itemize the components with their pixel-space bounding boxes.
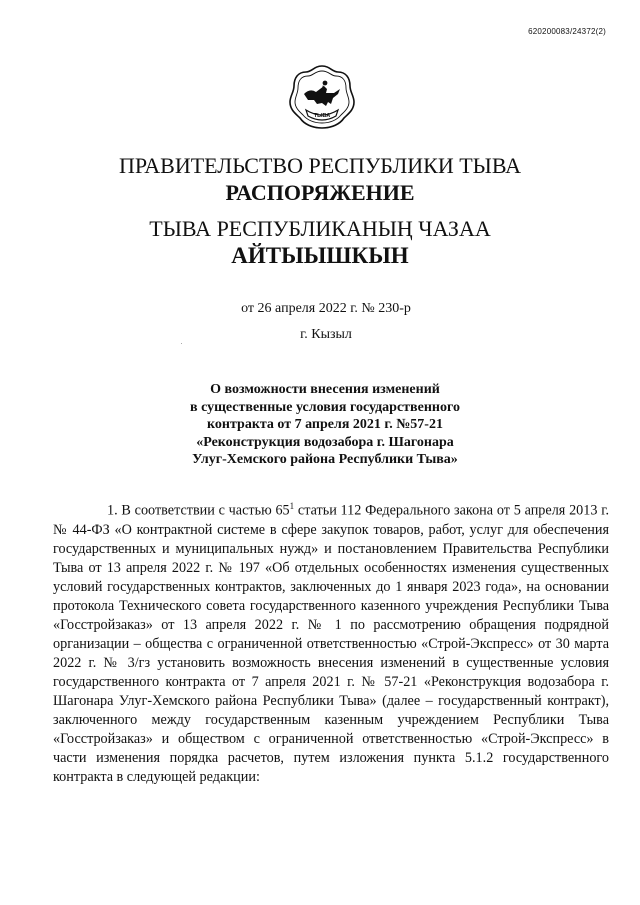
document-city: г. Кызыл [300,327,352,342]
subject-line: О возможности внесения изменений [210,382,440,397]
order-title-tyv: АЙТЫЫШКЫН [231,243,409,268]
paragraph-1-rest: статьи 112 Федерального закона от 5 апреля 2013 г. № 44-ФЗ «О контрактной системе в сфере закупок товаров, работ, услуг для обеспечения государственных и муниципальных нужд» и постановлением Правительства Республики Тыва от 13 апреля 2022 г. № 197 «Об отдельных особенностях изменения существенных условий государственных контрактов, заключенных до 1 января 2023 года», на основании протокола Технического совета государственного казенного учреждения Республики Тыва «Госстройзаказ» от 13 апреля 2022 г. № 1 по рассмотрению обращения подрядной организации – общества с ограниченной ответственностью «Строй-Экспресс» от 30 марта 2022 г. № 3/гз установить возможность внесения изменений в существенные условия государственного контракта от 7 апреля 2021 г. № 57-21 «Реконструкция водозабора г. Шагонара Улуг-Хемского района Республики Тыва» (далее – государственный контракт), заключенного между государственным казенным учреждением Республики Тыва «Госстройзаказ» и обществом с ограниченной ответственностью «Строй-Экспресс» в части изменения порядка расчетов, путем изложения пункта 5.1.2 государственного контракта в следующей редакции: [53,502,609,785]
subject-line: Улуг-Хемского района Республики Тыва» [192,452,458,467]
paragraph-1-start: 1. В соответствии с частью 65 [107,502,290,519]
government-title-ru: ПРАВИТЕЛЬСТВО РЕСПУБЛИКИ ТЫВА [118,153,522,178]
subject-line: в существенные условия государственного [190,399,460,415]
scan-speck [181,343,182,344]
document-body [53,497,609,787]
document-number: 620200083/24372(2) [528,27,606,36]
government-title-tyv: ТЫВА РЕСПУБЛИКАНЫҢ ЧАЗАА [149,216,491,241]
subject-line: контракта от 7 апреля 2021 г. №57-21 [207,417,443,432]
paragraph-1 [53,497,609,787]
tuva-coat-of-arms-icon [286,62,358,134]
document-date: от 26 апреля 2022 г. № 230-р [241,301,411,316]
order-title-ru: РАСПОРЯЖЕНИЕ [225,180,415,205]
subject-line: «Реконструкция водозабора г. Шагонара [196,434,454,450]
emblem-caption: ТЫВА [313,113,331,119]
document-subject [180,381,470,469]
superscript: 1 [289,501,295,511]
